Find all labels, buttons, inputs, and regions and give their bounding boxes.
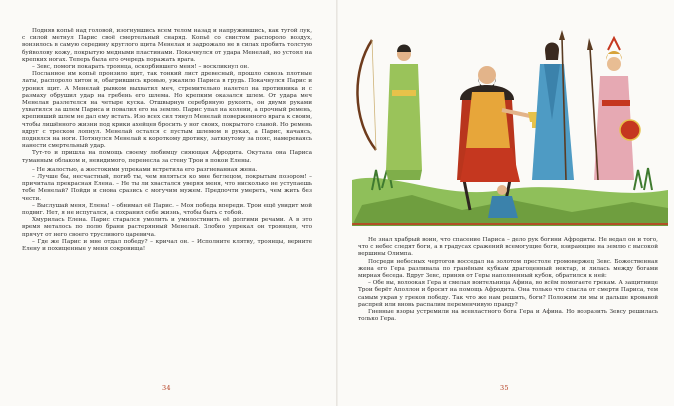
- right-page-text: [358, 237, 658, 323]
- olympus-illustration: [352, 30, 668, 226]
- right-page: [338, 0, 674, 406]
- figure-aphrodite: [587, 38, 640, 180]
- paragraph: Не знал храбрый воин, что спасение Париса – дело рук богини Афродиты. Не ведал он и того, что с небес следят боги, а в градусах сражений всемогущие боги, взирающие на землю с высокой вершины Олимпа.: [358, 237, 658, 258]
- left-page: [0, 0, 336, 406]
- paragraph: Гневные взоры устремили на всевластного бога Гера и Афина. Но возразить Зевсу решилась только Гера.: [358, 309, 658, 323]
- paragraph: Тут-то и пришла на помощь своему любимцу сияющая Афродита. Окутала она Париса туманным облаком и, невидимого, перенесла за стену Трои в покои Елены.: [22, 150, 312, 164]
- paragraph: – Зевс, помоги покарать троянца, оскорбившего меня! – воскликнул он.: [32, 64, 250, 71]
- paragraph: – Выслушай меня, Елена! – обнимал её Парис. – Моя победа впереди. Трои ещё увидит мой подвиг. Нет, я не испугался, а сохранил себе жизнь, чтобы быть с тобой.: [22, 202, 312, 217]
- paragraph: Посланное им копьё пронзило щит, так тонкий лист древесный, прошло сквозь плотные латы, распороло хитон и, обагрившись кровью, ужалило Париса в грудь. Покачнулся Парис и уронил щит. А Менелай рывком выхватил меч, стремительно налетел на противника и с размаху обрушил удар на гребень его шлема. Но крепким оказался шлем. От удара меч Менелая разлетелся на четыре куска. Отшвырнув серебряную рукоять, он двумя руками ухватился за шлем Париса и повалил его на землю. Парис упал на колени, а прочный ремень, крепивший шлем не дал ему встать. Изо всех сил тянул Менелай поверженного врага к своим, чтобы лишённого жизни под крики ахейцев бросить у ног своих, покрытого славой. Но ремень вдруг с треском лопнул. Менелай остался с пустым шлемом в руках, а Парис, качаясь, поднялся на ноги. Потянулся Менелай к короткому дротику, заткнутому за пояс, намереваясь нанести смертельный удар.: [22, 71, 312, 150]
- paragraph: – Где же Парис и мне отдал победу? – кричал он. – Исполните клятву, троянцы, верните Елену и похищенные у меня сокровища!: [22, 238, 312, 253]
- page-number-left: 34: [162, 384, 171, 392]
- paragraph: – Лучше бы, несчастный, погиб ты, чем являться ко мне беглецом, покрытым позором! – причитала прекрасная Елена. – Не ты ли хвастался уверяя меня, что нисколько не уступаешь тебе Менелай? Пойди и снова сразись с могучим мужем. Предпочти умереть, чем жить без чести.: [22, 174, 312, 202]
- figure-hera: [532, 30, 574, 180]
- figure-athena: [357, 40, 422, 180]
- paragraph: Подняв копьё над головой, изогнувшись всем телом назад и напружившись, как тугой лук, с силой метнул Парис своё смертельный снаряд. Копьё со свистом распороло воздух, вонзилось в самую середину круглого щита Менелая и задрожало не в силах пробить толстую буйволову кожу, покрытую медными пластинами. Покачнулся от удара Менелай, но устоял на крепких ногах. Теперь была его очередь поражать врага.: [22, 28, 312, 63]
- page-number-right: 35: [500, 384, 509, 392]
- paragraph: Посреди небесных чертогов восседал на золотом престоле громовержец Зевс. Божественная жена его Гера разливала по гранёным кубкам драгоценный нектар, и лилась между богами мирная беседа. Вдруг Зевс, приняв от Геры наполненный кубок, обратился к ней:: [358, 258, 658, 280]
- paragraph: Хмурилась Елена. Парис старался умолить и умилостивить её долгими речами. А в это время металось по полю брани растерянный Менелай. Злобно упрекал он троянцев, что прячут от него своего трусливого царевича.: [22, 217, 312, 238]
- paragraph: – Обе вы, волоокая Гера и смелая воительница Афина, во всём помогаете грекам. А защитнице Трои берёт Аполлон и бросит на помощь Афродита. Она только что спасла от смерти Париса, тем самым украв у греков победу. Так что же нам решить, боги? Положим ли мы и дальше кровавой распрей или вновь распалим переменчивую правду?: [358, 280, 658, 308]
- figure-zeus: [460, 66, 530, 182]
- paragraph: – Не жалостью, а жестокими упреками встретила его разгневанная жена.: [32, 166, 258, 173]
- left-page-text: [22, 28, 312, 253]
